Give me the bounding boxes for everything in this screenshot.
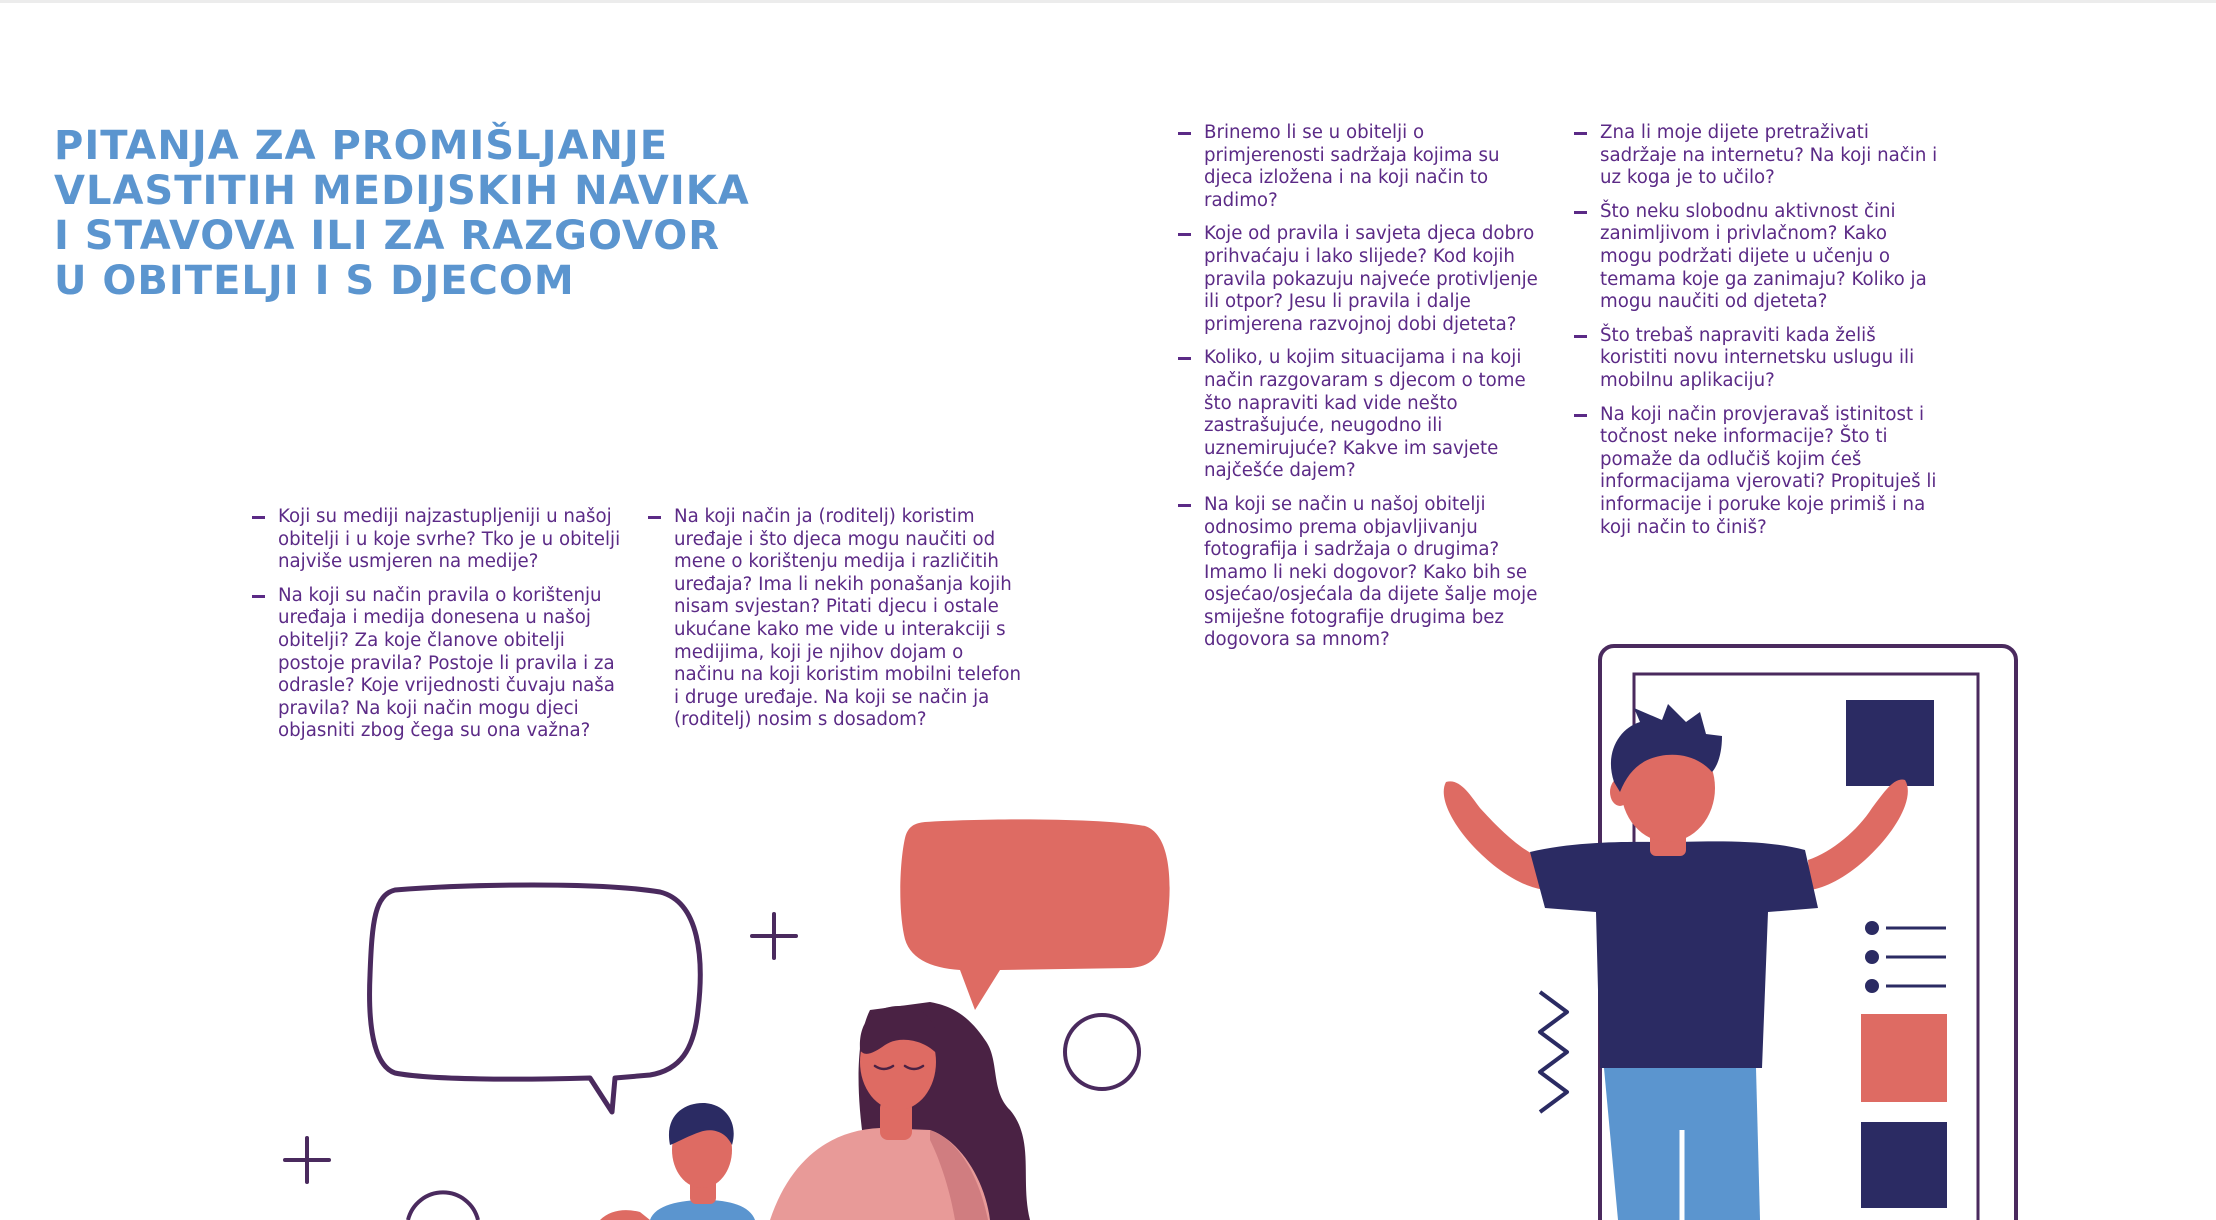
dash-bullet	[1178, 233, 1191, 236]
navy-square	[1861, 1122, 1947, 1208]
dash-bullet	[1178, 357, 1191, 360]
question-column-4	[1574, 122, 1944, 550]
question-text: Koliko, u kojim situacijama i na koji način razgovaram s djecom o tome što napraviti kad vide nešto zastrašujuće, neugodno ili uznemirujuće? Kakve im savjete najčešće dajem?	[1204, 347, 1526, 482]
phone-frame	[1600, 646, 2016, 1220]
question-text: Na koji se način u našoj obitelji odnosimo prema objavljivanju fotografija i sadržaja o drugima? Imamo li neki dogovor? Kako bih se osjećao/osjećala da dijete šalje moje smiješne fotografije drugima bez dogovora sa mnom?	[1204, 493, 1538, 651]
question-text: Što neku slobodnu aktivnost čini zanimljivom i privlačnom? Kako mogu podržati dijete u učenju o temama koje ga zanimaju? Koliko ja mogu naučiti od djeteta?	[1600, 200, 1927, 313]
question-item	[1178, 347, 1548, 483]
question-text: Koji su mediji najzastupljeniji u našoj obitelji i u koje svrhe? Tko je u obitelji najviše usmjeren na medije?	[278, 506, 621, 573]
question-column-2	[648, 506, 1028, 743]
question-item	[1574, 404, 1944, 540]
plus-icon	[752, 914, 796, 958]
question-text: Na koji način ja (roditelj) koristim uređaje i što djeca mogu naučiti od mene o korištenju medija i različitih uređaja? Ima li nekih ponašanja kojih nisam svjestan? Pitati djecu i ostale ukućane kako me vide u interakciji s medijima, koji je njihov dojam o načinu na koji koristim mobilni telefon i druge uređaje. Na koji se način ja (roditelj) nosim s dosadom?	[674, 506, 1022, 731]
dash-bullet	[1574, 132, 1587, 135]
speech-bubble-coral	[900, 819, 1169, 1010]
man-figure	[1444, 704, 1908, 1220]
title-line: PITANJA ZA PROMIŠLJANJE	[54, 123, 669, 169]
question-column-1	[252, 506, 622, 754]
page-title	[54, 124, 774, 304]
navy-square	[1846, 700, 1934, 786]
dash-bullet	[1178, 504, 1191, 507]
title-line: U OBITELJI I S DJECOM	[54, 258, 575, 304]
question-item	[1178, 122, 1548, 212]
question-item	[1178, 494, 1548, 652]
question-text: Što trebaš napraviti kada želiš koristiti novu internetsku uslugu ili mobilnu aplikaciju?	[1600, 324, 1915, 391]
dash-bullet	[648, 516, 661, 519]
question-column-3	[1178, 122, 1548, 663]
question-item	[648, 506, 1028, 732]
question-text: Brinemo li se u obitelji o primjerenosti sadržaja kojima su djeca izložena i na koji način to radimo?	[1204, 122, 1500, 211]
top-rule	[0, 0, 2216, 3]
dash-bullet	[1574, 414, 1587, 417]
title-line: I STAVOVA ILI ZA RAZGOVOR	[54, 213, 720, 259]
question-item	[252, 506, 622, 574]
woman-figure	[770, 1002, 1030, 1220]
circle-icon	[408, 1192, 478, 1220]
dash-bullet	[252, 516, 265, 519]
title-line: VLASTITIH MEDIJSKIH NAVIKA	[54, 168, 750, 214]
dash-bullet	[1574, 335, 1587, 338]
child-figure	[600, 1103, 755, 1220]
question-text: Zna li moje dijete pretraživati sadržaje na internetu? Na koji način i uz koga je to učilo?	[1600, 122, 1938, 189]
circle-icon	[1065, 1015, 1139, 1089]
question-item	[1574, 122, 1944, 190]
coral-square	[1861, 1014, 1947, 1102]
question-text: Na koji način provjeravaš istinitost i točnost neke informacije? Što ti pomaže da odlučiš kojim ćeš informacijama vjerovati? Propituješ li informacije i poruke koje primiš i na koji način to činiš?	[1600, 403, 1937, 538]
list-lines-icon	[1865, 921, 1946, 993]
question-text: Koje od pravila i savjeta djeca dobro prihvaćaju i lako slijede? Kod kojih pravila pokazuju najveće protivljenje ili otpor? Jesu li pravila i dalje primjerena razvojnoj dobi djeteta?	[1204, 223, 1538, 335]
question-item	[252, 585, 622, 743]
dash-bullet	[1178, 132, 1191, 135]
plus-icon	[285, 1138, 329, 1182]
question-item	[1574, 201, 1944, 314]
dash-bullet	[1574, 211, 1587, 214]
question-item	[1178, 223, 1548, 336]
zigzag-icon	[1540, 992, 1567, 1112]
speech-bubble-outline	[370, 885, 701, 1112]
question-item	[1574, 325, 1944, 393]
dash-bullet	[252, 595, 265, 598]
question-text: Na koji su način pravila o korištenju uređaja i medija donesena u našoj obitelji? Za koje članove obitelji postoje pravila? Postoje li pravila i za odrasle? Koje vrijednosti čuvaju naša pravila? Na koji način mogu djeci objasniti zbog čega su ona važna?	[278, 584, 615, 742]
